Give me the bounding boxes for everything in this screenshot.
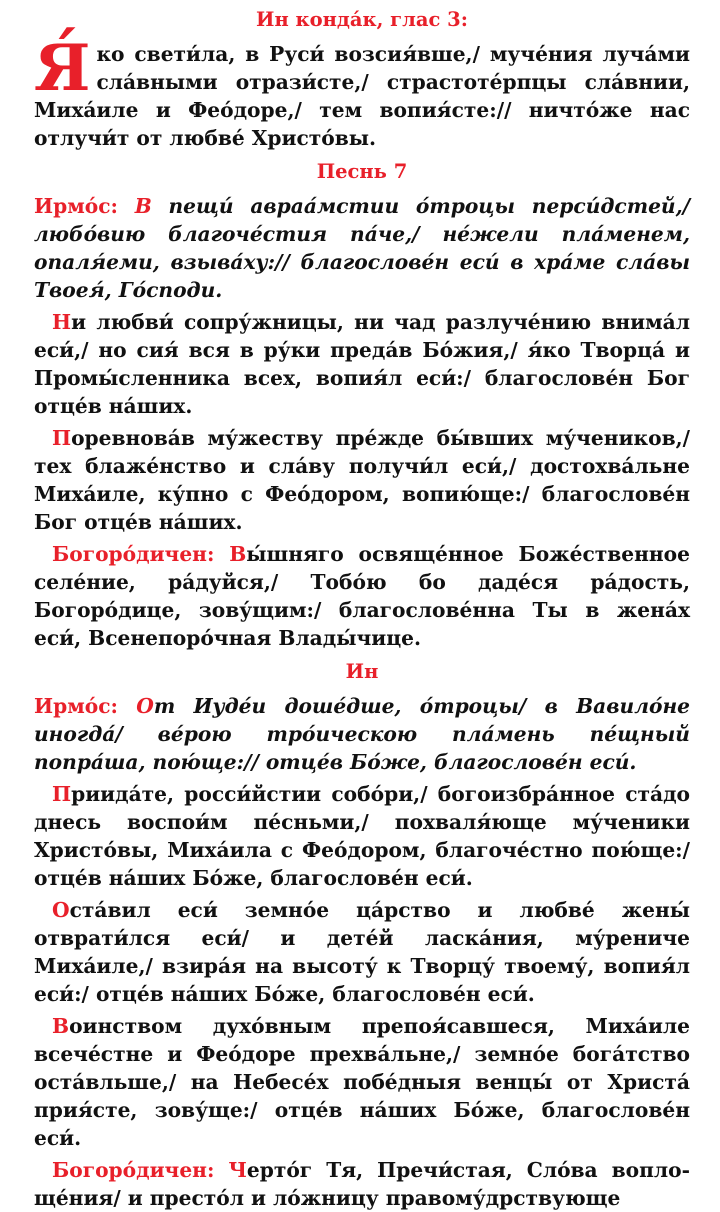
troparion-text: и любви́ сопру́жницы, ни чад разлуче́нию внима́л еси́,/ но сия́ вся в ру́ки преда́в Бо́жия,/ я́ко Творца́ и Промы́сленника всех, вопия́л еси́:/ благослове́н Бог отце́в на́ших. bbox=[34, 310, 690, 418]
troparion bbox=[34, 896, 690, 1008]
troparion-text: оинством духо́вным препоя́савшеся, Миха́иле всече́стне и Фео́доре прехва́льне,/ земно́е бога́тство оста́вльше,/ на Небесе́х побе́дныя венцы́ от Христа́ прия́сте, зову́ще:/ отце́в на́ших Бо́же, благослове́н еси́. bbox=[34, 1014, 690, 1150]
theotokion-initial: В bbox=[229, 542, 247, 566]
troparion-initial: В bbox=[52, 1014, 70, 1038]
irmos-text: т Иуде́и доше́дше, о́троцы/ в Вавило́не иногда́/ ве́рою тро́ическою пла́мень пе́щный попра́ша, пою́ще:// отце́в Бо́же, благослове́н еси́. bbox=[34, 694, 691, 774]
theotokion-initial: Ч bbox=[228, 1158, 247, 1182]
song7-irmos bbox=[34, 192, 690, 304]
irmos-label: Ирмо́с: bbox=[34, 694, 118, 718]
troparion bbox=[34, 308, 690, 420]
troparion-initial: Н bbox=[52, 310, 72, 334]
troparion-initial: О bbox=[52, 898, 70, 922]
troparion-text: риида́те, росси́йстии собо́ри,/ богоизбра́нное ста́до днесь воспои́м пе́сньми,/ похваля́юще му́ченики Христо́вы, Миха́ила с Фео́дором, благоче́стно пою́ще:/ отце́в на́ших Бо́же, благослове́н еси́. bbox=[34, 782, 690, 890]
kondak-heading: Ин конда́к, глас 3: bbox=[256, 8, 468, 31]
theotokion bbox=[34, 540, 690, 652]
theotokion bbox=[34, 1156, 690, 1212]
troparion-initial: П bbox=[52, 782, 72, 806]
troparion-initial: П bbox=[52, 426, 72, 450]
troparion bbox=[34, 424, 690, 536]
troparion bbox=[34, 780, 690, 892]
song7-heading: Песнь 7 bbox=[316, 160, 408, 183]
troparion bbox=[34, 1012, 690, 1152]
theotokion-text: ерто́г Тя, Пречи́стая, Сло́ва вопло-ще́ния/ и престо́л и ло́жницу правому́дрствующе bbox=[34, 1158, 690, 1210]
troparion-text: оревнова́в му́жеству пре́жде бы́вших му́чеников,/ тех блаже́нство и сла́ву получи́л еси́,/ достохва́льне Миха́иле, ку́пно с Фео́дором, вопию́ще:/ благослове́н Бог отце́в на́ших. bbox=[34, 426, 690, 534]
irmos-initial: В bbox=[134, 194, 152, 218]
drop-cap: Я́ bbox=[34, 31, 91, 106]
theotokion-label: Богоро́дичен: bbox=[52, 1158, 215, 1182]
irmos-initial: О bbox=[136, 694, 154, 718]
in-heading: Ин bbox=[345, 660, 379, 683]
troparion-text: ста́вил еси́ земно́е ца́рство и любве́ жены́ отврати́лся еси́/ и дете́й ласка́ния, му́рениче Миха́иле,/ взира́я на высоту́ к Творцу́ твоему́, вопия́л еси́:/ отце́в на́ших Бо́же, благослове́н еси́. bbox=[34, 898, 690, 1006]
irmos-text: пещи́ авраа́мстии о́троцы перси́дстей,/ любо́вию благоче́стия па́че,/ не́жели пла́менем, опаля́еми, взыва́ху:// благослове́н еси́ в хра́ме сла́вы Твоея́, Го́споди. bbox=[34, 194, 691, 302]
theotokion-text: ы́шняго освяще́нное Боже́ственное селе́ние, ра́дуйся,/ Тобо́ю бо даде́ся ра́дость, Богоро́дице, зову́щим:/ благослове́нна Ты в жена́х еси́, Всенепоро́чная Влады́чице. bbox=[34, 542, 690, 650]
irmos-label: Ирмо́с: bbox=[34, 194, 118, 218]
in-irmos bbox=[34, 692, 690, 776]
theotokion-label: Богоро́дичен: bbox=[52, 542, 215, 566]
kondak-paragraph bbox=[34, 31, 690, 152]
kondak-text: ко свети́ла, в Руси́ возсия́вше,/ муче́ния луча́ми сла́вными отрази́сте,/ страстоте́рпцы сла́внии, Миха́иле и Фео́доре,/ тем вопия́сте:// ничто́же нас отлучи́т от любве́ Христо́вы. bbox=[34, 42, 690, 150]
